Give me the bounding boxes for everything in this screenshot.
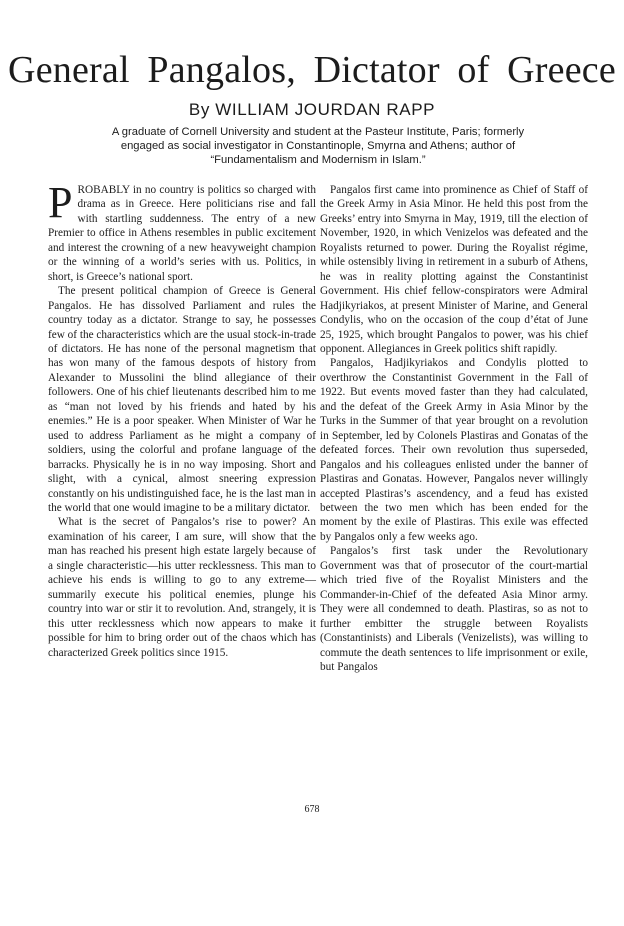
paragraph: What is the secret of Pangalos’s rise to power? An examination of his career, I am sure, will show that the man has reached his present high estate largely because of a single characteristic—his utter recklessness. This man to achieve his ends is willing to go to any extreme—summarily execute his political enemies, plunge his country into war or stir it to revolution. And, strangely, it is this utter recklessness which now appears to make it possible for him to bring order out of the chaos which has characterized Greek politics since 1915.: [48, 516, 316, 659]
paragraph-text: ROBABLY in no country is politics so charged with drama as in Greece. Here politicians rise and fall with startling suddenness. The entry of a new Premier to office in Athens resembles in public excitement and interest the crowning of a new heavyweight champion or the winning of a world’s series with us. Politics, in short, is Greece’s national sport.: [48, 184, 316, 283]
paragraph: Pangalos’s first task under the Revolutionary Government was that of prosecutor of the court-martial which tried five of the Royalist Ministers and the Commander-in-Chief of the defeated Asia Minor army. They were all condemned to death. Plastiras, so as not to further embitter the struggle between Royalists (Constantinists) and Liberals (Venizelists), was willing to commute the death sentences to life imprisonment or exile, but Pangalos: [320, 545, 588, 673]
page-number: 678: [304, 804, 320, 815]
left-column: [48, 178, 317, 660]
author-byline: By WILLIAM JOURDAN RAPP: [188, 100, 436, 119]
right-column: [320, 183, 588, 674]
author-bio: [88, 125, 548, 167]
author-bio-line-1: A graduate of Cornell University and student at the Pasteur Institute, Paris; formerly: [111, 126, 525, 138]
paragraph: [48, 178, 316, 284]
paragraph: The present political champion of Greece is General Pangalos. He has dissolved Parliament and rules the country today as a dictator. Strange to say, he possesses few of the characteristics which are the usual stock-in-trade of dictators. He has none of the personal magnetism that has won many of the famous despots of history from Alexander to Mussolini the blind allegiance of their followers. One of his chief lieutenants described him to me as “man not loved by his friends and hated by his enemies.” He is a poor speaker. When Minister of War he used to address Parliament as he might a company of soldiers, using the colorful and profane language of the barracks. Physically he is in no way imposing. Short and slight, with a cynical, almost sneering expression constantly on his undistinguished face, he is the last man in the world that one would imagine to be a military dictator.: [48, 285, 317, 514]
article-title: General Pangalos, Dictator of Greece: [8, 49, 616, 91]
paragraph: Pangalos, Hadjikyriakos and Condylis plotted to overthrow the Constantinist Government in the Fall of 1922. But events moved faster than they had calculated, and the defeat of the Greek Army in Asia Minor by the Turks in the Summer of that year brought on a revolution in September, led by Colonels Plastiras and Gonatas of the defeated forces. Their own revolution thus superseded, Pangalos and his colleagues enlisted under the banner of Plastiras and Gonatas. However, Pangalos never willingly accepted Plastiras’s ascendency, and a feud has existed between the two men which has been ended for the moment by the exile of Plastiras. This exile was effected by Pangalos only a few weeks ago.: [320, 357, 588, 543]
author-bio-line-3: “Fundamentalism and Modernism in Islam.”: [210, 154, 426, 166]
author-bio-line-2: engaged as social investigator in Constantinople, Smyrna and Athens; author of: [120, 140, 516, 152]
paragraph: Pangalos first came into prominence as Chief of Staff of the Greek Army in Asia Minor. He held this post from the Greeks’ entry into Smyrna in May, 1919, till the election of November, 1920, in which Venizelos was defeated and the Royalists returned to power. During the Royalist régime, while ostensibly living in retirement in a suburb of Athens, he was in reality plotting against the Constantinist Government. His chief fellow-conspirators were Admiral Hadjikyriakos, at present Minister of Marine, and General Condylis, who on the occasion of the coup d’état of June 25, 1925, which brought Pangalos to power, was his chief opponent. Allegiances in Greek politics shift rapidly.: [320, 184, 588, 355]
drop-cap: P: [48, 178, 73, 227]
